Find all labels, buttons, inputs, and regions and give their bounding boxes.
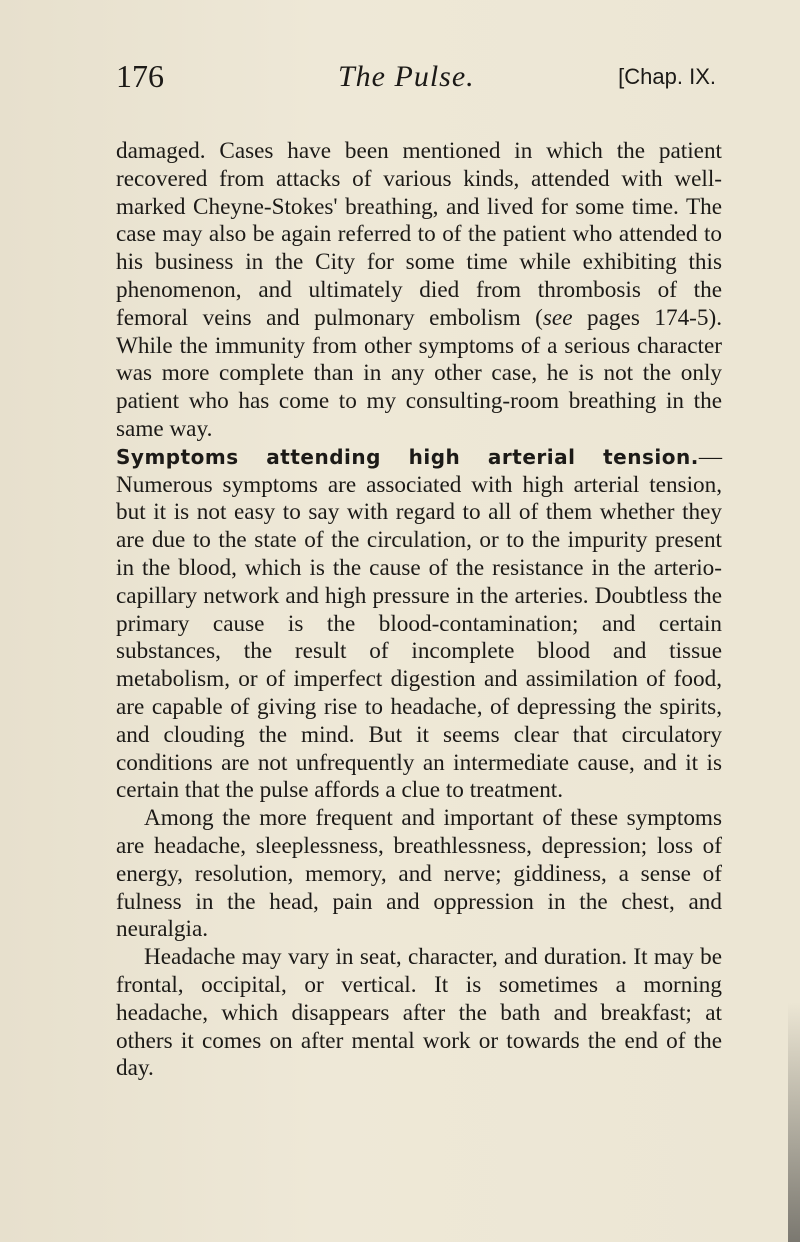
paragraph-2 — [116, 444, 722, 805]
paragraph-1-text-a: damaged. Cases have been mentioned in which the patient recovered from attacks of various kinds, attended with well-marked Cheyne-Stokes' breathing, and lived for some time. The case may also be again referred to of the patient who attended to his business in the City for some time while exhibiting this phenomenon, and ultimately died from thrombosis of the femoral veins and pulmonary embolism ( — [116, 138, 722, 331]
see-italic: see — [542, 304, 573, 331]
page-number: 176 — [116, 58, 164, 94]
paragraph-1-text-b: pages 174-5). While the immunity from other symptoms of a serious character was more complete than in any other case, he is not the only patient who has come to my consulting-room breathing in the same way. — [116, 304, 722, 442]
paragraph-1 — [116, 138, 722, 444]
chapter-label: [Chap. IX. — [618, 64, 716, 89]
paragraph-4: Headache may vary in seat, character, and duration. It may be frontal, occipital, or vertical. It is sometimes a morning headache, which disappears after the bath and breakfast; at others it comes on after mental work or towards the end of the day. — [116, 944, 722, 1082]
paragraph-2-text: —Numerous symptoms are associated with high arterial tension, but it is not easy to say with regard to all of them whether they are due to the state of the circulation, or to the impurity present in the blood, which is the cause of the resistance in the arterio-capillary network and high pressure in the arteries. Doubtless the primary cause is the blood-contamination; and certain substances, the result of incomplete blood and tissue metabolism, or of imperfect digestion and assimilation of food, are capable of giving rise to headache, of depressing the spirits, and clouding the mind. But it seems clear that circulatory conditions are not unfrequently an intermediate cause, and it is certain that the pulse affords a clue to treatment. — [116, 443, 722, 804]
page-edge-shadow — [788, 1002, 800, 1242]
body-text — [116, 138, 722, 1083]
paragraph-3: Among the more frequent and important of these symptoms are headache, sleeplessness, breathlessness, depression; loss of energy, resolution, memory, and nerve; giddiness, a sense of fulness in the head, pain and oppression in the chest, and neuralgia. — [116, 805, 722, 943]
section-sidehead: Symptoms attending high arterial tension. — [116, 444, 699, 469]
running-title: The Pulse. — [338, 60, 475, 93]
page-header — [116, 58, 716, 98]
